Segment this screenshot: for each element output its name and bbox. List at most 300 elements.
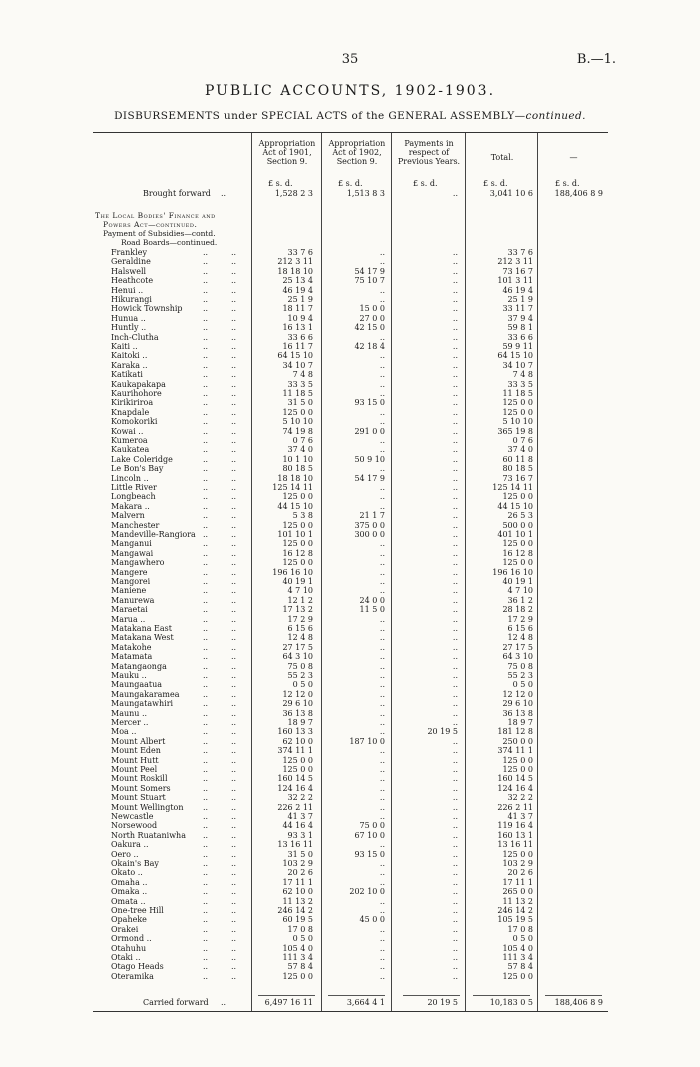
leader-dots: .. <box>203 389 209 398</box>
cell-total: 28 18 2 <box>502 605 533 615</box>
cell-1901: 12 12 0 <box>282 689 313 699</box>
cell-total: 125 0 0 <box>502 398 533 408</box>
table-row <box>93 662 608 672</box>
cell-previous: .. <box>452 868 458 878</box>
leader-dots: .. <box>231 370 237 380</box>
cell-1901: 212 3 11 <box>277 257 313 267</box>
table-row <box>93 624 608 634</box>
cell-1901: 18 18 10 <box>277 473 313 483</box>
leader-dots: .. <box>203 370 209 380</box>
row-name: Omaka .. <box>111 887 148 897</box>
leader-dots: .. <box>231 379 237 389</box>
table-row <box>93 427 608 437</box>
leader-dots: .. <box>231 407 237 417</box>
table-row <box>93 878 608 888</box>
cell-total: 246 14 2 <box>497 906 533 915</box>
cell-1902: .. <box>379 360 385 370</box>
leader-dots: .. <box>203 680 209 690</box>
row-name: Knapdale <box>111 407 150 417</box>
leader-dots: .. <box>203 830 209 840</box>
table-row <box>93 718 608 728</box>
cell-1902: .. <box>379 407 385 417</box>
table-row <box>93 737 608 747</box>
row-name: Howick Township <box>111 304 183 314</box>
cell-1901: 80 18 5 <box>282 464 313 474</box>
table-row <box>93 840 608 850</box>
leader-dots: .. <box>231 802 237 812</box>
cell-previous: .. <box>452 680 458 690</box>
leader-dots: .. <box>203 323 209 333</box>
cell-total: 119 16 4 <box>497 821 533 831</box>
cell-1902: .. <box>379 971 385 981</box>
cell-1901: 75 0 8 <box>287 661 313 671</box>
table-row <box>93 756 608 766</box>
row-name: Opaheke <box>111 915 147 925</box>
cell-total: 18 9 7 <box>507 718 533 727</box>
cell-1902: .. <box>379 924 385 934</box>
cell-total: 59 9 11 <box>502 342 533 351</box>
table-row <box>93 389 608 399</box>
cell-1902: .. <box>379 285 385 295</box>
cell-1902: .. <box>379 896 385 906</box>
cell-1901: 5 3 8 <box>292 511 313 521</box>
cell-total: 17 11 1 <box>502 877 533 887</box>
table-row <box>93 521 608 531</box>
table-row <box>93 746 608 756</box>
cell-1901: 12 4 8 <box>287 633 313 643</box>
cell-total: 125 0 0 <box>502 765 533 774</box>
cell-1902: .. <box>379 689 385 699</box>
cell-1901: 111 3 4 <box>282 953 313 962</box>
row-name: Kaukapakapa <box>111 379 166 389</box>
leader-dots: .. <box>203 699 209 709</box>
cell-total: 125 0 0 <box>502 849 533 859</box>
cell-total: 12 4 8 <box>507 633 533 643</box>
cell-previous: .. <box>452 379 458 389</box>
cell-1902: .. <box>379 248 385 257</box>
table-row <box>93 690 608 700</box>
table-row <box>93 492 608 502</box>
cell-total: 125 0 0 <box>502 492 533 502</box>
row-name: Komokoriki <box>111 417 158 427</box>
cell-previous: 20 19 5 <box>427 998 458 1007</box>
cell-1902: .. <box>379 934 385 944</box>
cell-total: 365 19 8 <box>497 426 533 436</box>
row-name: Oero .. <box>111 849 139 859</box>
table-row <box>93 304 608 314</box>
cell-previous: .. <box>452 840 458 850</box>
page-subtitle <box>0 110 700 122</box>
cell-1902: .. <box>379 718 385 727</box>
cell-1901: 125 0 0 <box>282 755 313 765</box>
leader-dots: .. <box>231 953 237 962</box>
leader-dots: .. <box>203 595 209 605</box>
cell-previous: .. <box>452 370 458 380</box>
row-name: North Ruataniwha <box>111 830 186 840</box>
cell-previous: .. <box>452 633 458 643</box>
table-row <box>93 436 608 446</box>
leader-dots: .. <box>231 887 237 897</box>
row-name: Mount Wellington <box>111 802 184 812</box>
cell-total: 27 17 5 <box>502 642 533 652</box>
header-line: Section 9. <box>336 157 378 166</box>
cell-1901: 64 3 10 <box>282 652 313 662</box>
leader-dots: .. <box>203 342 209 351</box>
table-row <box>93 530 608 540</box>
row-name: Heathcote <box>111 276 154 286</box>
leader-dots: .. <box>231 821 237 831</box>
cell-1902: .. <box>379 492 385 502</box>
cell-1901: 125 0 0 <box>282 492 313 502</box>
cell-1902: .. <box>379 962 385 972</box>
leader-dots: .. <box>203 718 209 727</box>
leader-dots: .. <box>231 530 237 539</box>
cell-previous: .. <box>452 812 458 821</box>
leader-dots: .. <box>231 934 237 944</box>
leader-dots: .. <box>231 868 237 878</box>
leader-dots: .. <box>231 454 237 464</box>
cell-1901: 374 11 1 <box>277 746 313 756</box>
table-row <box>93 972 608 982</box>
cell-1901: 125 14 11 <box>272 483 313 492</box>
cell-1902: 21 1 7 <box>359 511 385 521</box>
cell-previous: .. <box>452 332 458 342</box>
leader-dots: .. <box>203 896 209 906</box>
cell-1902: .. <box>379 633 385 643</box>
cell-1902: .. <box>379 501 385 511</box>
row-name: Hunua .. <box>111 313 146 323</box>
leader-dots: .. <box>231 605 237 615</box>
leader-dots: .. <box>231 727 237 737</box>
table-row <box>93 445 608 455</box>
cell-previous: .. <box>452 746 458 756</box>
row-name: Mangere <box>111 567 148 577</box>
header-grand-total <box>539 153 608 162</box>
row-label: Carried forward <box>143 998 209 1007</box>
cell-total: 500 0 0 <box>502 520 533 530</box>
cell-1901: 46 19 4 <box>282 285 313 295</box>
leader-dots: .. <box>231 830 237 840</box>
sum-rule <box>258 995 315 996</box>
leader-dots: .. <box>231 736 237 746</box>
row-name: Matamata <box>111 652 153 662</box>
header-line: Act of 1901, <box>262 148 312 157</box>
cell-previous: .. <box>452 896 458 906</box>
cell-1902: .. <box>379 379 385 389</box>
row-name: Matakana East <box>111 624 172 633</box>
cell-1901: 5 10 10 <box>282 417 313 427</box>
cell-previous: .. <box>452 276 458 286</box>
cell-previous: .. <box>452 313 458 323</box>
leader-dots: .. <box>231 962 237 972</box>
cell-total: 125 0 0 <box>502 407 533 417</box>
leader-dots: .. <box>203 501 209 511</box>
leader-dots: .. <box>203 248 209 257</box>
cell-previous: .. <box>452 257 458 267</box>
cell-1901: 246 14 2 <box>277 906 313 915</box>
leader-dots: .. <box>203 266 209 276</box>
table-row <box>93 314 608 324</box>
leader-dots: .. <box>231 304 237 314</box>
cell-1902: 202 10 0 <box>349 887 385 897</box>
row-name: Kaiti .. <box>111 342 138 351</box>
leader-dots: .. <box>231 276 237 286</box>
cell-previous: .. <box>452 718 458 727</box>
row-name: Kaukatea <box>111 445 150 455</box>
leader-dots: .. <box>203 304 209 314</box>
cell-1902: .. <box>379 586 385 596</box>
leader-dots: .. <box>231 943 237 953</box>
table-row <box>93 351 608 361</box>
cell-previous: .. <box>452 558 458 568</box>
leader-dots: .. <box>203 492 209 502</box>
cell-1902: .. <box>379 877 385 887</box>
cell-1902: .. <box>379 417 385 427</box>
cell-1902: 93 15 0 <box>354 849 385 859</box>
table-row <box>93 765 608 775</box>
page-title: PUBLIC ACCOUNTS, 1902-1903. <box>204 83 496 99</box>
row-name: Inch-Clutha <box>111 332 159 342</box>
leader-dots: .. <box>203 257 209 267</box>
leader-dots: .. <box>203 708 209 718</box>
row-name: Mauku .. <box>111 671 147 680</box>
cell-total: 36 1 2 <box>507 595 533 605</box>
cell-1902: .. <box>379 727 385 737</box>
cell-total: 125 0 0 <box>502 539 533 549</box>
cell-grand-total: 188,406 8 9 <box>554 189 603 198</box>
leader-dots: .. <box>203 736 209 746</box>
cell-previous: .. <box>452 689 458 699</box>
leader-dots: .. <box>231 323 237 333</box>
leader-dots: .. <box>231 520 237 530</box>
table-row <box>93 483 608 493</box>
leader-dots: .. <box>231 877 237 887</box>
leader-dots: .. <box>203 577 209 586</box>
leader-dots: .. <box>231 614 237 624</box>
row-name: Mercer .. <box>111 718 149 727</box>
cell-1901: 33 6 6 <box>287 332 313 342</box>
page-reference: B.—1. <box>576 52 616 67</box>
cell-1901: 7 4 8 <box>292 370 313 380</box>
row-name: Ormond .. <box>111 934 152 944</box>
table-row <box>93 586 608 596</box>
leader-dots: .. <box>231 859 237 868</box>
cell-total: 33 11 7 <box>502 304 533 314</box>
leader-dots: .. <box>203 793 209 803</box>
cell-1901: 160 14 5 <box>277 774 313 784</box>
row-name: Mandeville-Rangiora <box>111 530 196 539</box>
leader-dots: .. <box>231 840 237 850</box>
row-name: Halswell <box>111 266 147 276</box>
leader-dots: .. <box>231 266 237 276</box>
cell-1901: 33 7 6 <box>287 248 313 257</box>
table-row <box>93 361 608 371</box>
cell-previous: .. <box>452 266 458 276</box>
cell-1901: 25 1 9 <box>287 295 313 304</box>
cell-total: 16 12 8 <box>502 548 533 558</box>
cell-previous: .. <box>452 595 458 605</box>
cell-previous: .. <box>452 699 458 709</box>
table-row <box>93 333 608 343</box>
cell-total: 10,183 0 5 <box>489 998 533 1007</box>
cell-1902: .. <box>379 755 385 765</box>
cell-total: 55 2 3 <box>507 671 533 680</box>
cell-previous: .. <box>452 492 458 502</box>
cell-total: 181 12 8 <box>497 727 533 737</box>
cell-previous: .. <box>452 285 458 295</box>
header-line: Appropriation <box>258 139 316 148</box>
cell-previous: .. <box>452 473 458 483</box>
cell-1901: 25 13 4 <box>282 276 313 286</box>
units-header: £ s. d. <box>555 179 580 188</box>
sum-rule <box>403 995 460 996</box>
cell-previous: .. <box>452 624 458 633</box>
cell-1902: .. <box>379 840 385 850</box>
cell-previous: .. <box>452 830 458 840</box>
leader-dots: .. <box>203 802 209 812</box>
table-row <box>93 831 608 841</box>
table-row <box>93 671 608 681</box>
leader-dots: .. <box>203 567 209 577</box>
row-name: Malvern <box>111 511 145 521</box>
cell-previous: .. <box>452 943 458 953</box>
leader-dots: .. <box>203 464 209 474</box>
cell-previous: .. <box>452 736 458 746</box>
row-name: One-tree Hill <box>111 906 164 915</box>
row-name: Mangawhero <box>111 558 165 568</box>
leader-dots: .. <box>203 285 209 295</box>
cell-1902: .. <box>379 370 385 380</box>
row-name: Longbeach <box>111 492 156 502</box>
leader-dots: .. <box>203 605 209 615</box>
row-name: Oakura .. <box>111 840 149 850</box>
cell-1901: 55 2 3 <box>287 671 313 680</box>
header-line: Payments in <box>404 139 454 148</box>
cell-1901: 0 5 0 <box>292 680 313 690</box>
leader-dots: .. <box>203 407 209 417</box>
cell-previous: .. <box>452 774 458 784</box>
table-row <box>93 474 608 484</box>
leader-dots: .. <box>203 454 209 464</box>
leader-dots: .. <box>203 821 209 831</box>
cell-1901: 125 0 0 <box>282 407 313 417</box>
cell-1901: 196 16 10 <box>272 567 313 577</box>
cell-1902: 50 9 10 <box>354 454 385 464</box>
cell-1902: 3,664 4 1 <box>346 998 385 1007</box>
table-row <box>93 502 608 512</box>
header-appropriation-1901 <box>253 139 321 166</box>
cell-1902: 27 0 0 <box>359 313 385 323</box>
cell-1901: 16 11 7 <box>282 342 313 351</box>
row-name: Kaurihohore <box>111 389 162 398</box>
leader-dots: .. <box>203 417 209 427</box>
cell-total: 80 18 5 <box>502 464 533 474</box>
cell-total: 11 18 5 <box>502 389 533 398</box>
row-name: Maungaatua <box>111 680 163 690</box>
leader-dots: .. <box>203 351 209 361</box>
cell-1901: 37 4 0 <box>287 445 313 455</box>
leader-dots: .. <box>231 586 237 596</box>
row-name: Mount Eden <box>111 746 161 756</box>
cell-total: 44 15 10 <box>497 501 533 511</box>
leader-dots: .. <box>231 511 237 521</box>
row-name: Otahuhu <box>111 943 147 953</box>
cell-1902: 75 0 0 <box>359 821 385 831</box>
table-row <box>93 539 608 549</box>
cell-1901: 60 19 5 <box>282 915 313 925</box>
leader-dots: .. <box>231 793 237 803</box>
table-row <box>93 276 608 286</box>
table-row <box>93 953 608 963</box>
cell-total: 59 8 1 <box>507 323 533 333</box>
cell-total: 57 8 4 <box>507 962 533 972</box>
row-name: Lake Coleridge <box>111 454 173 464</box>
cell-previous: .. <box>452 464 458 474</box>
cell-total: 40 19 1 <box>502 577 533 586</box>
leader-dots: .. <box>203 436 209 445</box>
cell-1901: 124 16 4 <box>277 783 313 793</box>
cell-total: 12 12 0 <box>502 689 533 699</box>
cell-1902: .. <box>379 642 385 652</box>
leader-dots: .. <box>231 464 237 474</box>
row-name: Hikurangi <box>111 295 152 304</box>
leader-dots: .. <box>203 971 209 981</box>
brought-forward-row <box>93 189 608 199</box>
leader-dots: .. <box>231 360 237 370</box>
cell-total: 103 2 9 <box>502 859 533 868</box>
row-name: Katikati <box>111 370 143 380</box>
cell-1901: 160 13 3 <box>277 727 313 737</box>
cell-total: 250 0 0 <box>502 736 533 746</box>
table-row <box>93 408 608 418</box>
cell-1902: .. <box>379 708 385 718</box>
leader-dots: .. <box>231 548 237 558</box>
leader-dots: .. <box>203 671 209 680</box>
cell-1901: 18 9 7 <box>287 718 313 727</box>
row-name: Matangaonga <box>111 661 167 671</box>
cell-1901: 16 12 8 <box>282 548 313 558</box>
cell-previous: .. <box>452 360 458 370</box>
cell-1901: 11 13 2 <box>282 896 313 906</box>
subsection-heading-cont: Road Boards—continued. <box>121 238 218 247</box>
table-row <box>93 398 608 408</box>
cell-1901: 13 16 11 <box>277 840 313 850</box>
table-row <box>93 633 608 643</box>
cell-1902: .. <box>379 859 385 868</box>
leader-dots: .. <box>203 633 209 643</box>
row-name: Karaka .. <box>111 360 148 370</box>
row-name: Matakohe <box>111 642 152 652</box>
cell-previous: .. <box>452 906 458 915</box>
leader-dots: .. <box>203 840 209 850</box>
header-line: Total. <box>490 153 514 162</box>
leader-dots: .. <box>221 998 227 1007</box>
cell-previous: .. <box>452 671 458 680</box>
leader-dots: .. <box>203 727 209 737</box>
leader-dots: .. <box>203 774 209 784</box>
row-name: Henui .. <box>111 285 144 295</box>
cell-total: 374 11 1 <box>497 746 533 756</box>
leader-dots: .. <box>203 953 209 962</box>
leader-dots: .. <box>231 389 237 398</box>
cell-total: 60 11 8 <box>502 454 533 464</box>
leader-dots: .. <box>231 313 237 323</box>
leader-dots: .. <box>203 859 209 868</box>
cell-1902: 375 0 0 <box>354 520 385 530</box>
leader-dots: .. <box>203 539 209 549</box>
cell-1901: 17 11 1 <box>282 877 313 887</box>
cell-1901: 101 10 1 <box>277 530 313 539</box>
